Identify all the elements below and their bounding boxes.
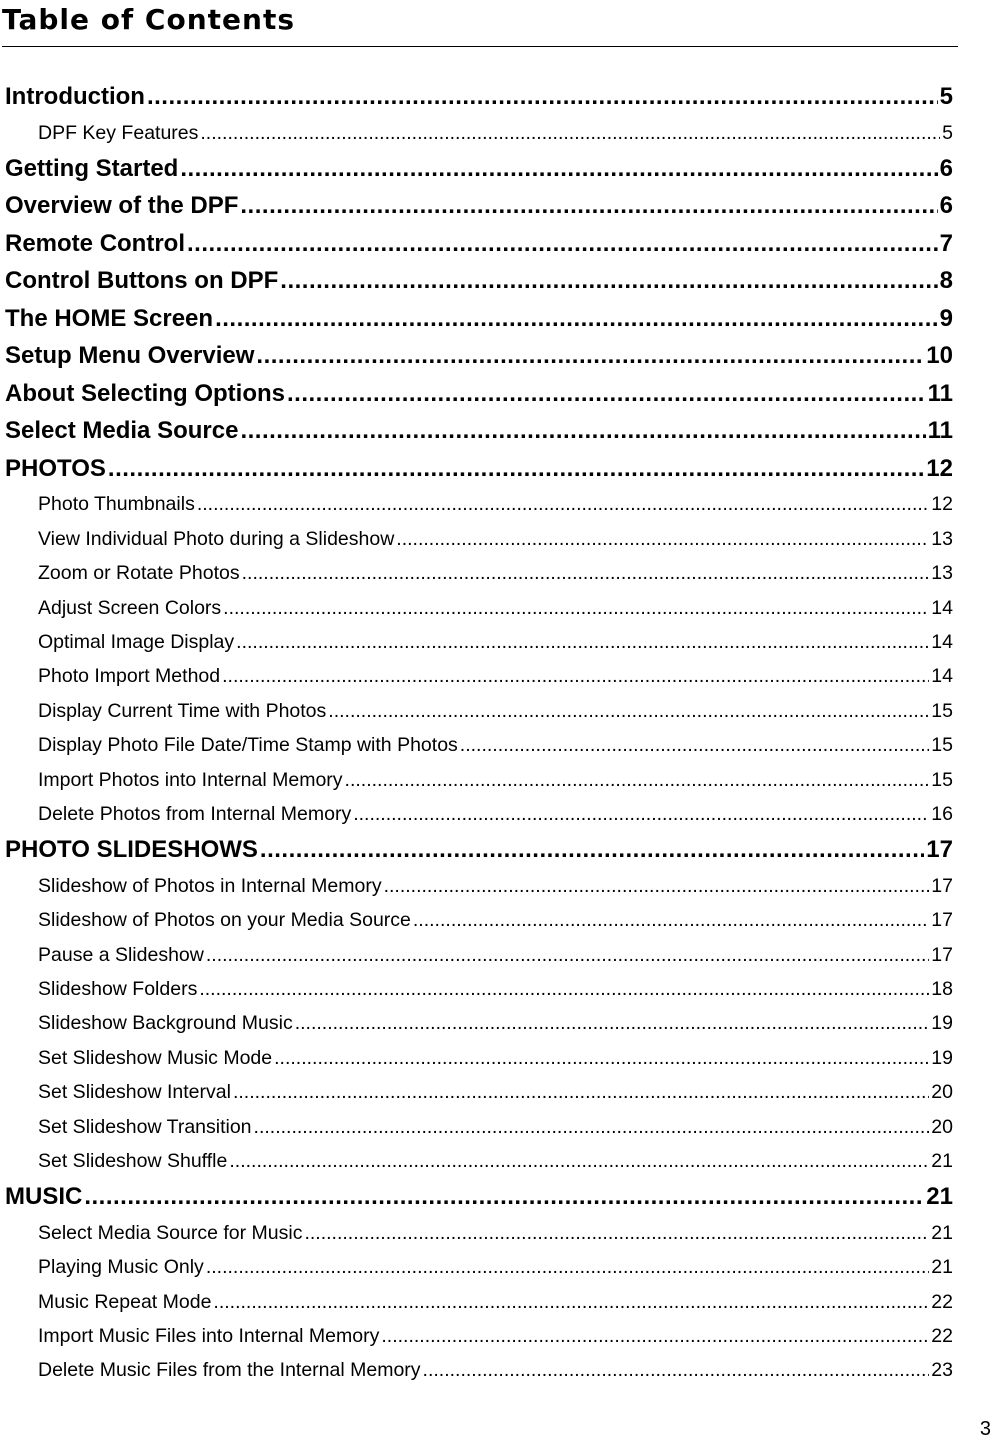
toc-subsection-link[interactable]: [5, 1110, 953, 1144]
toc-section-link[interactable]: [5, 78, 953, 116]
toc-entry-label: Playing Music Only: [38, 1256, 204, 1279]
toc-entry-label: Control Buttons on DPF: [5, 267, 279, 295]
toc-entry-label: Setup Menu Overview: [5, 342, 255, 370]
toc-entry-label: Display Current Time with Photos: [38, 699, 327, 722]
toc-subsection-link[interactable]: [5, 1041, 953, 1075]
toc-subsection-link[interactable]: [5, 1353, 953, 1387]
dot-leader: [200, 116, 940, 150]
toc-entry-label: Getting Started: [5, 154, 179, 182]
toc-entry-page: 20: [931, 1115, 953, 1138]
toc-section-link[interactable]: [5, 450, 953, 488]
toc-subsection-link[interactable]: [5, 938, 953, 972]
dot-leader: [147, 78, 938, 116]
toc-section-link[interactable]: [5, 225, 953, 263]
toc-subsection-link[interactable]: [5, 522, 953, 556]
toc-subsection-link[interactable]: [5, 1319, 953, 1353]
dot-leader: [108, 450, 924, 488]
toc-entry-label: Optimal Image Display: [38, 630, 235, 653]
toc-entry-page: 15: [931, 734, 953, 757]
toc-subsection-link[interactable]: [5, 1006, 953, 1040]
toc-entry-label: PHOTOS: [5, 454, 106, 482]
toc-subsection-link[interactable]: [5, 972, 953, 1006]
toc-entry-page: 8: [939, 267, 953, 295]
toc-entry-page: 6: [939, 192, 953, 220]
toc-entry-page: 12: [926, 454, 953, 482]
toc-entry-label: Overview of the DPF: [5, 192, 239, 220]
toc-entry-page: 22: [931, 1290, 953, 1313]
toc-section-link[interactable]: [5, 1178, 953, 1216]
toc-subsection-link[interactable]: [5, 556, 953, 590]
toc-entry-label: DPF Key Features: [38, 121, 199, 144]
dot-leader: [423, 1353, 930, 1387]
toc-entry-page: 14: [931, 665, 953, 688]
dot-leader: [274, 1041, 929, 1075]
toc-entry-page: 14: [931, 630, 953, 653]
toc-subsection-link[interactable]: [5, 797, 953, 831]
toc-section-link[interactable]: [5, 262, 953, 300]
dot-leader: [223, 591, 929, 625]
toc-section-link[interactable]: [5, 412, 953, 450]
toc-entry-page: 19: [931, 1012, 953, 1035]
dot-leader: [254, 1110, 930, 1144]
dot-leader: [328, 694, 929, 728]
toc-entry-label: Import Photos into Internal Memory: [38, 768, 343, 791]
toc-subsection-link[interactable]: [5, 728, 953, 762]
toc-entry-page: 11: [927, 417, 953, 445]
toc-entry-label: Slideshow of Photos in Internal Memory: [38, 874, 382, 897]
dot-leader: [242, 556, 930, 590]
toc-entry-label: Select Media Source for Music: [38, 1221, 303, 1244]
dot-leader: [187, 225, 938, 263]
toc-entry-label: MUSIC: [5, 1183, 83, 1211]
dot-leader: [229, 1144, 929, 1178]
toc-entry-label: Delete Photos from Internal Memory: [38, 802, 352, 825]
toc-entry-page: 11: [927, 379, 953, 407]
dot-leader: [384, 869, 930, 903]
toc-entry-label: Set Slideshow Transition: [38, 1115, 252, 1138]
toc-entry-label: Zoom or Rotate Photos: [38, 562, 240, 585]
dot-leader: [460, 728, 930, 762]
toc-entry-label: Remote Control: [5, 229, 185, 257]
toc-entry-label: Set Slideshow Shuffle: [38, 1149, 228, 1172]
toc-entry-page: 21: [931, 1256, 953, 1279]
dot-leader: [413, 903, 929, 937]
toc-section-link[interactable]: [5, 300, 953, 338]
toc-list: [5, 78, 953, 1388]
toc-entry-page: 16: [931, 802, 953, 825]
toc-entry-label: Photo Import Method: [38, 665, 221, 688]
dot-leader: [295, 1006, 930, 1040]
toc-subsection-link[interactable]: [5, 659, 953, 693]
toc-entry-page: 20: [931, 1081, 953, 1104]
toc-entry-page: 17: [926, 836, 953, 864]
toc-entry-page: 5: [939, 83, 953, 110]
toc-entry-label: Select Media Source: [5, 417, 239, 445]
toc-entry-page: 17: [931, 943, 953, 966]
toc-section-link[interactable]: [5, 337, 953, 375]
dot-leader: [353, 797, 929, 831]
dot-leader: [197, 487, 929, 521]
toc-entry-page: 12: [931, 493, 953, 516]
toc-entry-page: 21: [931, 1149, 953, 1172]
toc-entry-label: Import Music Files into Internal Memory: [38, 1324, 380, 1347]
toc-subsection-link[interactable]: [5, 1216, 953, 1250]
toc-subsection-link[interactable]: [5, 116, 953, 150]
toc-entry-page: 17: [931, 909, 953, 932]
toc-entry-page: 21: [931, 1221, 953, 1244]
toc-entry-page: 6: [939, 154, 953, 182]
toc-entry-label: View Individual Photo during a Slideshow: [38, 527, 395, 550]
dot-leader: [213, 1285, 929, 1319]
toc-entry-label: Set Slideshow Music Mode: [38, 1046, 273, 1069]
toc-subsection-link[interactable]: [5, 694, 953, 728]
dot-leader: [206, 938, 929, 972]
toc-section-link[interactable]: [5, 375, 953, 413]
toc-entry-label: PHOTO SLIDESHOWS: [5, 836, 258, 864]
dot-leader: [287, 375, 926, 413]
toc-subsection-link[interactable]: [5, 1075, 953, 1109]
toc-subsection-link[interactable]: [5, 1285, 953, 1319]
toc-entry-label: Pause a Slideshow: [38, 943, 204, 966]
toc-subsection-link[interactable]: [5, 1250, 953, 1284]
toc-entry-label: Slideshow Background Music: [38, 1012, 293, 1035]
toc-entry-page: 13: [931, 527, 953, 550]
dot-leader: [222, 659, 929, 693]
toc-subsection-link[interactable]: [5, 625, 953, 659]
toc-entry-page: 15: [931, 699, 953, 722]
toc-section-link[interactable]: [5, 150, 953, 188]
toc-section-link[interactable]: [5, 187, 953, 225]
toc-entry-page: 10: [926, 342, 953, 370]
dot-leader: [236, 625, 929, 659]
toc-entry-page: 22: [931, 1324, 953, 1347]
toc-subsection-link[interactable]: [5, 487, 953, 521]
dot-leader: [84, 1178, 924, 1216]
toc-entry-page: 15: [931, 768, 953, 791]
toc-entry-label: Set Slideshow Interval: [38, 1081, 231, 1104]
toc-entry-page: 17: [931, 874, 953, 897]
dot-leader: [260, 831, 924, 869]
toc-entry-label: The HOME Screen: [5, 304, 214, 332]
toc-entry-label: Delete Music Files from the Internal Memory: [38, 1359, 421, 1382]
dot-leader: [240, 412, 925, 450]
toc-entry-label: Slideshow Folders: [38, 977, 198, 1000]
toc-entry-page: 14: [931, 596, 953, 619]
toc-entry-page: 5: [942, 121, 953, 144]
dot-leader: [180, 150, 937, 188]
dot-leader: [280, 262, 937, 300]
toc-entry-page: 18: [931, 977, 953, 1000]
toc-entry-label: Music Repeat Mode: [38, 1290, 212, 1313]
dot-leader: [381, 1319, 929, 1353]
toc-entry-label: Introduction: [5, 83, 145, 110]
toc-subsection-link[interactable]: [5, 1144, 953, 1178]
toc-section-link[interactable]: [5, 831, 953, 869]
toc-entry-page: 21: [926, 1183, 953, 1211]
toc-entry-label: Adjust Screen Colors: [38, 596, 222, 619]
dot-leader: [396, 522, 929, 556]
dot-leader: [304, 1216, 929, 1250]
dot-leader: [345, 763, 930, 797]
dot-leader: [206, 1250, 929, 1284]
toc-subsection-link[interactable]: [5, 763, 953, 797]
toc-entry-page: 13: [931, 562, 953, 585]
toc-entry-page: 23: [931, 1359, 953, 1382]
toc-entry-page: 19: [931, 1046, 953, 1069]
toc-entry-page: 9: [939, 304, 953, 332]
toc-subsection-link[interactable]: [5, 591, 953, 625]
dot-leader: [199, 972, 929, 1006]
toc-entry-label: About Selecting Options: [5, 379, 285, 407]
page-title: Table of Contents: [2, 0, 958, 47]
toc-subsection-link[interactable]: [5, 903, 953, 937]
toc-entry-label: Slideshow of Photos on your Media Source: [38, 909, 411, 932]
dot-leader: [256, 337, 924, 375]
dot-leader: [215, 300, 938, 338]
dot-leader: [240, 187, 937, 225]
toc-entry-label: Photo Thumbnails: [38, 493, 195, 516]
page-number: 3: [979, 1418, 991, 1440]
toc-entry-page: 7: [939, 229, 953, 257]
toc-entry-label: Display Photo File Date/Time Stamp with Photos: [38, 734, 458, 757]
toc-subsection-link[interactable]: [5, 869, 953, 903]
dot-leader: [233, 1075, 929, 1109]
